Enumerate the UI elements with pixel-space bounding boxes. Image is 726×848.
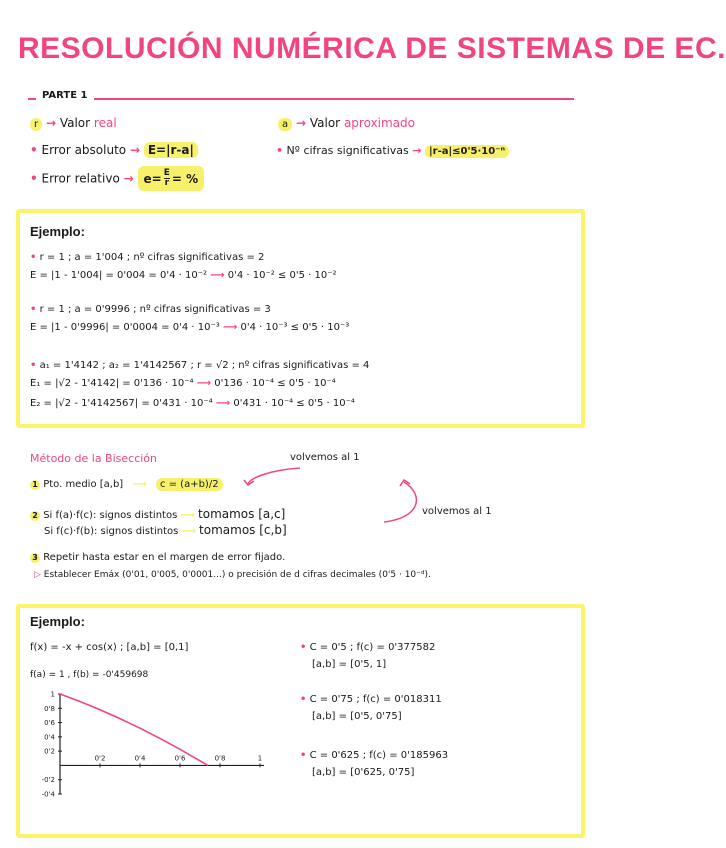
def-real-value [30, 116, 117, 130]
a-word: aproximado [343, 116, 415, 130]
x-tick-label: 0'2 [94, 754, 106, 763]
iteration-3: • C = 0'625 ; f(c) = 0'185963 [a,b] = [0'625, 0'75] [300, 750, 449, 778]
arrow-icon: → [129, 143, 141, 157]
bisection-heading: Método de la Bisección [30, 452, 158, 465]
y-tick-label: 1 [50, 690, 55, 699]
arrow-icon: → [45, 116, 57, 130]
y-tick-label: 0'8 [44, 704, 55, 713]
arrow-icon: ⟶ [180, 510, 195, 521]
bisection-step2b: Si f(c)·f(b): signos distintos ⟶ tomamos [c,b] [44, 523, 287, 537]
example1-item3-line2: E₁ = |√2 - 1'4142| = 0'136 · 10⁻⁴ ⟶ 0'136 · 10⁻⁴ ≤ 0'5 · 10⁻⁴ [30, 378, 336, 389]
bisection-chart [20, 684, 280, 804]
bisection-step3b: ▷ Establecer Emáx (0'01, 0'005, 0'0001...) o precisión de d cifras decimales (0'5 · 10⁻ᵈ). [34, 570, 431, 580]
iteration-1: • C = 0'5 ; f(c) = 0'377582 [a,b] = [0'5, 1] [300, 642, 436, 670]
example1-item3-line3: E₂ = |√2 - 1'4142567| = 0'431 · 10⁻⁴ ⟶ 0'431 · 10⁻⁴ ≤ 0'5 · 10⁻⁴ [30, 398, 355, 409]
y-tick-label: 0'4 [44, 733, 55, 742]
def-approx-value [278, 116, 415, 130]
arrow-icon: ⟶ [196, 378, 212, 389]
abs-error-formula: E=|r-a| [144, 142, 198, 158]
page-title: RESOLUCIÓN NUMÉRICA DE SISTEMAS DE EC. [18, 32, 726, 65]
a-label: Valor [309, 116, 341, 130]
example2-values: f(a) = 1 , f(b) = -0'459698 [30, 670, 149, 680]
example1-box [16, 209, 585, 428]
step-number: 3 [30, 553, 40, 563]
triangle-icon: ▷ [34, 570, 41, 580]
example1-item3-line1: • a₁ = 1'4142 ; a₂ = 1'4142567 ; r = √2 ; nº cifras significativas = 4 [30, 360, 370, 371]
arrow-icon: → [412, 144, 422, 157]
step-number: 2 [30, 511, 40, 521]
loop-label-top: volvemos al 1 [290, 452, 360, 463]
sig-formula: |r-a|≤0'5·10⁻ⁿ [425, 145, 509, 158]
y-tick-label: 0'6 [44, 719, 55, 728]
example1-item1-line1: • r = 1 ; a = 1'004 ; nº cifras significativas = 2 [30, 252, 265, 263]
y-tick-label: -0'4 [41, 790, 55, 799]
arrow-icon: → [295, 116, 307, 130]
x-tick-label: 1 [257, 754, 263, 763]
bullet-icon: • [30, 143, 38, 157]
part-label: PARTE 1 [36, 90, 94, 101]
def-sig-figures [276, 144, 509, 157]
y-tick-label: 0'2 [44, 747, 55, 756]
def-rel-error [30, 166, 204, 191]
x-tick-label: 0'4 [134, 754, 146, 763]
x-tick-label: 0'6 [174, 754, 186, 763]
rel-error-formula: e= $\frac{E}{r}$ = % [138, 166, 205, 191]
example2-function: f(x) = -x + cos(x) ; [a,b] = [0,1] [30, 642, 189, 653]
def-abs-error [30, 143, 198, 157]
loop-arrow-right [384, 482, 416, 522]
example2-heading: Ejemplo: [30, 614, 85, 629]
x-tick-label: 0'8 [214, 754, 226, 763]
bullet-icon: • [30, 171, 38, 186]
example1-item1-line2: E = |1 - 1'004| = 0'004 = 0'4 · 10⁻² ⟶ 0'4 · 10⁻² ≤ 0'5 · 10⁻² [30, 270, 337, 281]
example1-item2-line2: E = |1 - 0'9996| = 0'0004 = 0'4 · 10⁻³ ⟶ 0'4 · 10⁻³ ≤ 0'5 · 10⁻³ [30, 322, 350, 333]
r-label: Valor [59, 116, 91, 130]
arrow-icon: ⟶ [181, 526, 196, 537]
sig-label: Nº cifras significativas [286, 144, 409, 157]
arrow-icon: ⟶ [215, 398, 231, 409]
bisection-step1: 1 Pto. medio [a,b] ⟶ c = (a+b)/2 [30, 479, 223, 490]
arrow-icon: → [123, 171, 134, 186]
r-word: real [93, 116, 117, 130]
r-badge: r [30, 118, 42, 131]
bullet-icon: • [276, 144, 284, 157]
example1-item2-line1: • r = 1 ; a = 0'9996 ; nº cifras significativas = 3 [30, 304, 271, 315]
abs-error-label: Error absoluto [41, 143, 127, 157]
iteration-2: • C = 0'75 ; f(c) = 0'018311 [a,b] = [0'5, 0'75] [300, 694, 442, 722]
bisection-step2a: 2 Si f(a)·f(c): signos distintos ⟶ tomamos [a,c] [30, 507, 285, 521]
rel-error-label: Error relativo [41, 171, 120, 186]
arrow-icon: ⟶ [222, 322, 238, 333]
bisection-step3: 3 Repetir hasta estar en el margen de error fijado. [30, 552, 285, 563]
step-number: 1 [30, 480, 40, 490]
part-divider [28, 98, 574, 100]
arrow-icon: ⟶ [210, 270, 225, 281]
a-badge: a [278, 118, 292, 131]
example1-heading: Ejemplo: [30, 224, 85, 239]
loop-label-right: volvemos al 1 [422, 506, 492, 517]
arrow-icon: ⟶ [132, 479, 147, 490]
y-tick-label: -0'2 [41, 776, 55, 785]
loop-arrow-top [248, 468, 300, 484]
